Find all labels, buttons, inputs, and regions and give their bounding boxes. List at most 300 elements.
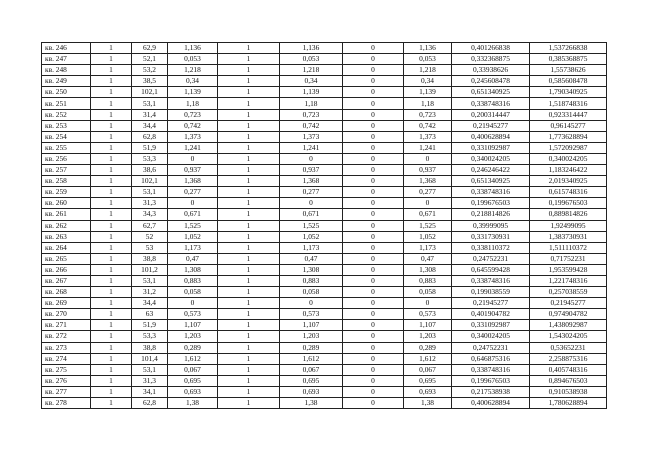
cell-value-c: 0 (343, 398, 404, 409)
cell-value-a: 0,937 (168, 165, 218, 176)
cell-value-a: 1,18 (168, 98, 218, 109)
cell-total: 1,383730931 (530, 231, 607, 242)
cell-area: 34,4 (132, 120, 168, 131)
cell-total: 1,55738626 (530, 65, 607, 76)
cell-value-a: 0,573 (168, 309, 218, 320)
cell-value-c: 0 (343, 264, 404, 275)
cell-count: 1 (91, 165, 132, 176)
cell-count: 1 (91, 142, 132, 153)
cell-area: 62,8 (132, 398, 168, 409)
cell-value-b: 1,203 (280, 331, 343, 342)
cell-count: 1 (91, 209, 132, 220)
cell-count: 1 (91, 398, 132, 409)
cell-total: 0,615748316 (530, 187, 607, 198)
table-row (42, 309, 607, 320)
cell-value-b: 0,937 (280, 165, 343, 176)
cell-area: 53,1 (132, 364, 168, 375)
cell-count: 1 (91, 153, 132, 164)
table-row (42, 109, 607, 120)
cell-value-e: 0,200314447 (452, 109, 530, 120)
cell-value-c: 0 (343, 131, 404, 142)
cell-value-c: 0 (343, 43, 404, 54)
table-row (42, 253, 607, 264)
cell-area: 34,4 (132, 298, 168, 309)
cell-count: 1 (91, 54, 132, 65)
cell-value-d: 0,058 (404, 287, 452, 298)
cell-value-a: 0,883 (168, 275, 218, 286)
cell-value-d: 1,173 (404, 242, 452, 253)
cell-area: 38,8 (132, 342, 168, 353)
cell-area: 101,2 (132, 264, 168, 275)
cell-count: 1 (91, 253, 132, 264)
cell-apartment: кв. 251 (42, 98, 91, 109)
cell-area: 53,1 (132, 275, 168, 286)
cell-total: 0,585608478 (530, 76, 607, 87)
cell-value-b: 0,289 (280, 342, 343, 353)
cell-apartment: кв. 249 (42, 76, 91, 87)
table-row (42, 120, 607, 131)
cell-value-d: 0,277 (404, 187, 452, 198)
cell-value-a: 1,612 (168, 353, 218, 364)
cell-apartment: кв. 272 (42, 331, 91, 342)
cell-value-e: 0,332368875 (452, 54, 530, 65)
cell-apartment: кв. 253 (42, 120, 91, 131)
cell-factor: 1 (218, 109, 280, 120)
cell-total: 1,511110372 (530, 242, 607, 253)
cell-count: 1 (91, 131, 132, 142)
cell-factor: 1 (218, 187, 280, 198)
cell-value-c: 0 (343, 65, 404, 76)
cell-value-c: 0 (343, 109, 404, 120)
cell-value-e: 0,338748316 (452, 275, 530, 286)
cell-value-a: 0,693 (168, 386, 218, 397)
cell-value-c: 0 (343, 98, 404, 109)
cell-count: 1 (91, 43, 132, 54)
cell-total: 2,019340925 (530, 176, 607, 187)
table-row (42, 87, 607, 98)
cell-value-a: 1,368 (168, 176, 218, 187)
cell-value-d: 1,612 (404, 353, 452, 364)
table-row (42, 220, 607, 231)
cell-value-c: 0 (343, 142, 404, 153)
cell-total: 0,257038559 (530, 287, 607, 298)
cell-value-b: 1,136 (280, 43, 343, 54)
cell-apartment: кв. 247 (42, 54, 91, 65)
cell-count: 1 (91, 187, 132, 198)
cell-count: 1 (91, 287, 132, 298)
table-row (42, 264, 607, 275)
cell-value-e: 0,246246422 (452, 165, 530, 176)
cell-value-b: 0,742 (280, 120, 343, 131)
cell-factor: 1 (218, 353, 280, 364)
cell-value-a: 1,203 (168, 331, 218, 342)
cell-value-e: 0,21945277 (452, 298, 530, 309)
cell-value-d: 0,34 (404, 76, 452, 87)
cell-area: 31,3 (132, 375, 168, 386)
cell-count: 1 (91, 98, 132, 109)
cell-factor: 1 (218, 309, 280, 320)
cell-value-b: 0 (280, 198, 343, 209)
cell-value-c: 0 (343, 386, 404, 397)
cell-value-a: 0,34 (168, 76, 218, 87)
cell-value-c: 0 (343, 176, 404, 187)
cell-count: 1 (91, 309, 132, 320)
cell-total: 1,543024205 (530, 331, 607, 342)
cell-value-b: 1,18 (280, 98, 343, 109)
cell-value-c: 0 (343, 253, 404, 264)
cell-value-a: 1,136 (168, 43, 218, 54)
cell-value-e: 0,340024205 (452, 153, 530, 164)
cell-value-a: 1,139 (168, 87, 218, 98)
table-row (42, 98, 607, 109)
cell-value-b: 0 (280, 298, 343, 309)
cell-apartment: кв. 250 (42, 87, 91, 98)
cell-value-a: 0,47 (168, 253, 218, 264)
cell-count: 1 (91, 264, 132, 275)
cell-total: 0,974904782 (530, 309, 607, 320)
cell-value-c: 0 (343, 375, 404, 386)
cell-value-b: 1,525 (280, 220, 343, 231)
cell-value-a: 1,308 (168, 264, 218, 275)
cell-apartment: кв. 264 (42, 242, 91, 253)
cell-value-d: 1,525 (404, 220, 452, 231)
cell-value-e: 0,24752231 (452, 342, 530, 353)
cell-apartment: кв. 263 (42, 231, 91, 242)
cell-area: 53,1 (132, 98, 168, 109)
cell-value-d: 0 (404, 153, 452, 164)
cell-value-e: 0,21945277 (452, 120, 530, 131)
cell-value-c: 0 (343, 187, 404, 198)
cell-value-c: 0 (343, 198, 404, 209)
cell-value-a: 0 (168, 298, 218, 309)
cell-apartment: кв. 254 (42, 131, 91, 142)
cell-value-d: 1,052 (404, 231, 452, 242)
cell-apartment: кв. 271 (42, 320, 91, 331)
cell-area: 38,5 (132, 76, 168, 87)
cell-value-b: 0,067 (280, 364, 343, 375)
table-row (42, 54, 607, 65)
cell-value-e: 0,331092987 (452, 142, 530, 153)
cell-value-c: 0 (343, 209, 404, 220)
cell-value-b: 0,053 (280, 54, 343, 65)
table-row (42, 364, 607, 375)
cell-value-d: 1,139 (404, 87, 452, 98)
cell-factor: 1 (218, 275, 280, 286)
cell-apartment: кв. 268 (42, 287, 91, 298)
cell-value-d: 0,053 (404, 54, 452, 65)
cell-value-d: 0,883 (404, 275, 452, 286)
cell-value-c: 0 (343, 331, 404, 342)
table-row (42, 176, 607, 187)
cell-factor: 1 (218, 142, 280, 153)
cell-total: 1,780628894 (530, 398, 607, 409)
cell-value-a: 0,671 (168, 209, 218, 220)
cell-value-a: 0,742 (168, 120, 218, 131)
cell-value-a: 0,067 (168, 364, 218, 375)
cell-count: 1 (91, 275, 132, 286)
cell-count: 1 (91, 242, 132, 253)
table-row (42, 275, 607, 286)
cell-value-b: 1,612 (280, 353, 343, 364)
table-row (42, 65, 607, 76)
cell-apartment: кв. 259 (42, 187, 91, 198)
cell-value-a: 1,373 (168, 131, 218, 142)
cell-value-b: 1,173 (280, 242, 343, 253)
cell-value-d: 1,373 (404, 131, 452, 142)
cell-value-d: 0,067 (404, 364, 452, 375)
cell-value-b: 0,058 (280, 287, 343, 298)
cell-factor: 1 (218, 65, 280, 76)
cell-area: 53,3 (132, 331, 168, 342)
cell-value-c: 0 (343, 231, 404, 242)
table-row (42, 209, 607, 220)
cell-factor: 1 (218, 331, 280, 342)
cell-value-d: 0,573 (404, 309, 452, 320)
cell-total: 0,889814826 (530, 209, 607, 220)
cell-value-d: 0,695 (404, 375, 452, 386)
cell-apartment: кв. 269 (42, 298, 91, 309)
cell-value-d: 1,136 (404, 43, 452, 54)
cell-total: 0,199676503 (530, 198, 607, 209)
cell-count: 1 (91, 364, 132, 375)
cell-factor: 1 (218, 176, 280, 187)
cell-value-d: 1,18 (404, 98, 452, 109)
cell-value-a: 1,218 (168, 65, 218, 76)
cell-count: 1 (91, 298, 132, 309)
cell-count: 1 (91, 375, 132, 386)
cell-value-b: 1,241 (280, 142, 343, 153)
cell-factor: 1 (218, 375, 280, 386)
cell-value-b: 0,695 (280, 375, 343, 386)
cell-apartment: кв. 274 (42, 353, 91, 364)
cell-area: 62,8 (132, 131, 168, 142)
cell-apartment: кв. 258 (42, 176, 91, 187)
table-row (42, 342, 607, 353)
cell-value-e: 0,338748316 (452, 187, 530, 198)
cell-total: 2,258875316 (530, 353, 607, 364)
cell-value-e: 0,245608478 (452, 76, 530, 87)
cell-value-b: 0,723 (280, 109, 343, 120)
cell-apartment: кв. 270 (42, 309, 91, 320)
table-row (42, 320, 607, 331)
cell-value-b: 0,34 (280, 76, 343, 87)
cell-value-b: 1,218 (280, 65, 343, 76)
cell-count: 1 (91, 65, 132, 76)
cell-value-c: 0 (343, 309, 404, 320)
table-row (42, 76, 607, 87)
cell-total: 0,923314447 (530, 109, 607, 120)
cell-value-e: 0,33938626 (452, 65, 530, 76)
cell-value-c: 0 (343, 76, 404, 87)
cell-factor: 1 (218, 131, 280, 142)
table-row (42, 398, 607, 409)
cell-area: 51,9 (132, 142, 168, 153)
cell-count: 1 (91, 220, 132, 231)
cell-value-e: 0,199676503 (452, 375, 530, 386)
cell-value-b: 0,671 (280, 209, 343, 220)
cell-total: 0,96145277 (530, 120, 607, 131)
cell-total: 1,183246422 (530, 165, 607, 176)
cell-apartment: кв. 257 (42, 165, 91, 176)
cell-value-a: 1,38 (168, 398, 218, 409)
cell-total: 1,438092987 (530, 320, 607, 331)
cell-area: 34,3 (132, 209, 168, 220)
cell-factor: 1 (218, 287, 280, 298)
table-row (42, 187, 607, 198)
cell-area: 53,3 (132, 153, 168, 164)
cell-value-a: 1,173 (168, 242, 218, 253)
cell-factor: 1 (218, 264, 280, 275)
cell-factor: 1 (218, 386, 280, 397)
cell-value-c: 0 (343, 54, 404, 65)
cell-value-d: 1,241 (404, 142, 452, 153)
cell-value-b: 1,308 (280, 264, 343, 275)
table-row (42, 153, 607, 164)
cell-apartment: кв. 278 (42, 398, 91, 409)
cell-area: 102,1 (132, 176, 168, 187)
cell-factor: 1 (218, 231, 280, 242)
cell-factor: 1 (218, 364, 280, 375)
cell-value-b: 0,277 (280, 187, 343, 198)
cell-apartment: кв. 277 (42, 386, 91, 397)
cell-value-a: 0 (168, 198, 218, 209)
cell-value-d: 0,671 (404, 209, 452, 220)
cell-value-d: 0,742 (404, 120, 452, 131)
cell-factor: 1 (218, 198, 280, 209)
cell-value-e: 0,400628894 (452, 131, 530, 142)
cell-area: 38,8 (132, 253, 168, 264)
cell-apartment: кв. 262 (42, 220, 91, 231)
cell-value-b: 1,052 (280, 231, 343, 242)
cell-value-b: 1,38 (280, 398, 343, 409)
cell-apartment: кв. 246 (42, 43, 91, 54)
cell-value-a: 0,058 (168, 287, 218, 298)
cell-apartment: кв. 256 (42, 153, 91, 164)
cell-value-a: 1,241 (168, 142, 218, 153)
cell-value-d: 1,368 (404, 176, 452, 187)
cell-area: 51,9 (132, 320, 168, 331)
cell-area: 102,1 (132, 87, 168, 98)
cell-count: 1 (91, 76, 132, 87)
cell-value-e: 0,331730931 (452, 231, 530, 242)
cell-value-e: 0,645599428 (452, 264, 530, 275)
cell-apartment: кв. 273 (42, 342, 91, 353)
cell-value-d: 0 (404, 198, 452, 209)
cell-factor: 1 (218, 220, 280, 231)
apartment-table (41, 42, 607, 409)
table-row (42, 353, 607, 364)
cell-total: 1,221748316 (530, 275, 607, 286)
cell-value-b: 0 (280, 153, 343, 164)
cell-value-d: 0,723 (404, 109, 452, 120)
table-row (42, 198, 607, 209)
cell-value-b: 1,368 (280, 176, 343, 187)
cell-value-d: 0 (404, 298, 452, 309)
cell-factor: 1 (218, 87, 280, 98)
table-row (42, 298, 607, 309)
cell-factor: 1 (218, 298, 280, 309)
table-row (42, 165, 607, 176)
cell-value-d: 0,693 (404, 386, 452, 397)
cell-total: 1,92499095 (530, 220, 607, 231)
table-row (42, 331, 607, 342)
cell-value-a: 1,525 (168, 220, 218, 231)
cell-area: 38,6 (132, 165, 168, 176)
cell-apartment: кв. 252 (42, 109, 91, 120)
table-row (42, 386, 607, 397)
cell-total: 1,537266838 (530, 43, 607, 54)
cell-total: 0,53652231 (530, 342, 607, 353)
cell-apartment: кв. 266 (42, 264, 91, 275)
cell-value-e: 0,646875316 (452, 353, 530, 364)
cell-value-e: 0,651340925 (452, 176, 530, 187)
cell-value-c: 0 (343, 153, 404, 164)
cell-value-d: 1,38 (404, 398, 452, 409)
cell-factor: 1 (218, 253, 280, 264)
cell-value-e: 0,338110372 (452, 242, 530, 253)
cell-factor: 1 (218, 342, 280, 353)
cell-value-b: 1,373 (280, 131, 343, 142)
cell-value-b: 0,883 (280, 275, 343, 286)
cell-factor: 1 (218, 209, 280, 220)
cell-total: 1,773628894 (530, 131, 607, 142)
table-row (42, 231, 607, 242)
cell-area: 53 (132, 242, 168, 253)
cell-count: 1 (91, 198, 132, 209)
cell-value-c: 0 (343, 220, 404, 231)
table-row (42, 131, 607, 142)
cell-area: 52 (132, 231, 168, 242)
cell-factor: 1 (218, 320, 280, 331)
cell-value-d: 1,308 (404, 264, 452, 275)
cell-total: 1,518748316 (530, 98, 607, 109)
cell-total: 0,910538938 (530, 386, 607, 397)
cell-value-c: 0 (343, 320, 404, 331)
cell-factor: 1 (218, 242, 280, 253)
cell-value-e: 0,24752231 (452, 253, 530, 264)
cell-value-d: 1,107 (404, 320, 452, 331)
cell-total: 0,405748316 (530, 364, 607, 375)
cell-area: 62,7 (132, 220, 168, 231)
table-row (42, 375, 607, 386)
cell-value-c: 0 (343, 342, 404, 353)
cell-value-a: 0 (168, 153, 218, 164)
cell-total: 0,385368875 (530, 54, 607, 65)
cell-value-b: 0,693 (280, 386, 343, 397)
cell-value-c: 0 (343, 87, 404, 98)
cell-total: 1,790340925 (530, 87, 607, 98)
cell-value-d: 0,289 (404, 342, 452, 353)
cell-value-c: 0 (343, 165, 404, 176)
cell-total: 0,71752231 (530, 253, 607, 264)
cell-value-e: 0,218814826 (452, 209, 530, 220)
cell-value-e: 0,338748316 (452, 98, 530, 109)
cell-value-e: 0,340024205 (452, 331, 530, 342)
cell-value-e: 0,331092987 (452, 320, 530, 331)
cell-area: 53,1 (132, 187, 168, 198)
cell-apartment: кв. 276 (42, 375, 91, 386)
cell-area: 34,1 (132, 386, 168, 397)
cell-value-a: 0,289 (168, 342, 218, 353)
cell-count: 1 (91, 386, 132, 397)
cell-area: 62,9 (132, 43, 168, 54)
cell-factor: 1 (218, 398, 280, 409)
cell-value-e: 0,199038559 (452, 287, 530, 298)
table-row (42, 242, 607, 253)
cell-apartment: кв. 261 (42, 209, 91, 220)
cell-count: 1 (91, 231, 132, 242)
cell-factor: 1 (218, 54, 280, 65)
